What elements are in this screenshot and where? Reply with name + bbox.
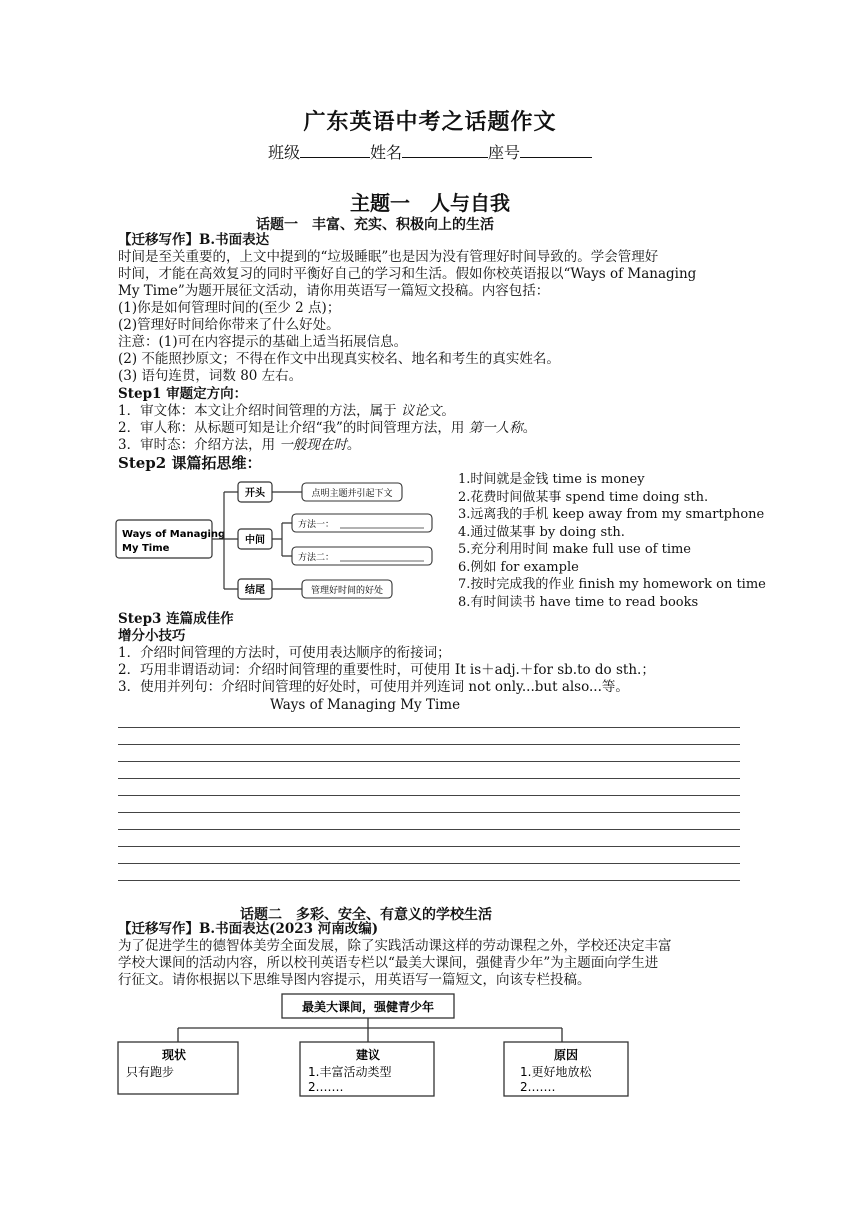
writing-line[interactable] — [118, 846, 740, 847]
name-blank[interactable] — [402, 141, 488, 158]
step1-line — [118, 420, 536, 437]
essay-title: Ways of Managing My Time — [270, 697, 461, 713]
writing-line[interactable] — [118, 880, 740, 881]
requirement-item: (2) 不能照抄原文；不得在作文中出现真实校名、地名和考生的真实姓名。 — [118, 351, 560, 367]
class-label: 班级 — [267, 143, 300, 162]
branch-connector — [272, 492, 302, 589]
method1-label: 方法一： — [298, 520, 335, 530]
reason-line: 1.更好地放松 — [520, 1065, 592, 1079]
step1-line2-prefix: 2．审人称：从标题可知是让介绍“我”的时间管理方法，用 — [118, 420, 469, 436]
class-blank[interactable] — [300, 141, 370, 158]
step1-line1-prefix: 1．审文体：本文让介绍时间管理的方法，属于 — [118, 403, 401, 419]
step1-line3-prefix: 3．审时态：介绍方法，用 — [118, 437, 280, 453]
hint-item: 2.花费时间做某事 spend time doing sth. — [458, 489, 709, 505]
step1-line1-suffix: 。 — [441, 403, 455, 419]
hint-item: 7.按时完成我的作业 finish my homework on time — [458, 577, 766, 592]
topic2-paragraph-line: 学校大课间的活动内容，所以校刊英语专栏以“最美大课间，强健青少年”为主题面向学生进 — [118, 955, 659, 971]
suggestion-line: 2.…… — [308, 1080, 344, 1094]
step1-line3-em: 一般现在时 — [279, 437, 347, 453]
branch-end-label: 结尾 — [245, 585, 265, 596]
writing-line[interactable] — [118, 744, 740, 745]
writing-line[interactable] — [118, 778, 740, 779]
branch-start-label: 开头 — [245, 488, 265, 499]
topic2-paragraph-line: 行征文。请你根据以下思维导图内容提示，用英语写一篇短文，向该专栏投稿。 — [118, 972, 591, 988]
hint-item: 1.时间就是金钱 time is money — [458, 472, 645, 487]
topic1-paragraph-line: 时间，才能在高效复习的同时平衡好自己的学习和生活。假如你校英语报以“Ways of Managing — [118, 266, 697, 282]
name-label: 姓名 — [369, 143, 402, 162]
topic1-paragraph-line: 时间是至关重要的，上文中提到的“垃圾睡眠”也是因为没有管理好时间导致的。学会管理好 — [118, 249, 659, 265]
step1-line1-em: 议论文 — [400, 403, 442, 419]
writing-line[interactable] — [118, 829, 740, 830]
hint-item: 3.远离我的手机 keep away from my smartphone — [458, 507, 765, 522]
mindmap-root-line2: My Time — [122, 543, 170, 554]
suggestion-line: 1.丰富活动类型 — [308, 1065, 392, 1079]
writing-line[interactable] — [118, 795, 740, 796]
step1-line2-suffix: 。 — [522, 420, 537, 436]
writing-line[interactable] — [118, 863, 740, 864]
requirement-item: (2)管理好时间给你带来了什么好处。 — [118, 317, 340, 333]
requirement-item: (1)你是如何管理时间的(至少 2 点)； — [118, 300, 341, 316]
step1-line2-em: 第一人称 — [468, 420, 523, 436]
tips-heading: 增分小技巧 — [118, 628, 186, 644]
tip-item: 3．使用并列句：介绍时间管理的好处时，可使用并列连词 not only...but also...等。 — [118, 679, 629, 695]
mindmap-connector — [212, 492, 238, 589]
requirement-item: (3) 语句连贯，词数 80 左右。 — [118, 368, 303, 384]
topic2-heading: 话题二 多彩、安全、有意义的学校生活 — [240, 907, 492, 923]
status-line: 只有跑步 — [126, 1065, 175, 1079]
topic1-heading: 话题一 丰富、充实、积极向上的生活 — [256, 217, 494, 233]
step1-heading: Step1 审题定方向： — [118, 386, 248, 402]
reason-line: 2.…… — [520, 1080, 556, 1094]
start-text: 点明主题并引起下文 — [311, 489, 393, 499]
requirement-item: 注意：(1)可在内容提示的基础上适当拓展信息。 — [118, 334, 408, 350]
tree-connector — [178, 1018, 562, 1042]
end-text: 管理好时间的好处 — [310, 586, 384, 596]
topic1-paragraph-line: My Time”为题开展征文活动，请你用英语写一篇短文投稿。内容包括： — [118, 283, 550, 299]
topic1-task-label: 【迁移写作】B.书面表达 — [118, 232, 270, 248]
topic2-task-label: 【迁移写作】B.书面表达(2023 河南改编) — [118, 921, 379, 937]
branch-middle-label: 中间 — [245, 535, 265, 546]
student-info-line — [0, 140, 860, 163]
topic2-paragraph-line: 为了促进学生的德智体美劳全面发展，除了实践活动课这样的劳动课程之外，学校还决定丰富 — [118, 938, 672, 954]
tip-item: 1．介绍时间管理的方法时，可使用表达顺序的衔接词； — [118, 645, 451, 661]
step2-heading: Step2 课篇拓思维： — [118, 454, 262, 472]
outline-tree-diagram — [112, 990, 636, 1102]
seat-label: 座号 — [488, 143, 521, 162]
hint-item: 8.有时间读书 have time to read books — [458, 594, 699, 610]
hint-item: 6.例如 for example — [458, 559, 579, 575]
mindmap-diagram — [112, 476, 442, 606]
seat-blank[interactable] — [520, 141, 592, 158]
theme-heading: 主题一 人与自我 — [350, 191, 510, 215]
tree-root-label: 最美大课间，强健青少年 — [301, 1000, 435, 1014]
hint-item: 4.通过做某事 by doing sth. — [458, 524, 625, 540]
step3-heading: Step3 连篇成佳作 — [118, 611, 234, 627]
tip-item: 2．巧用非谓语动词：介绍时间管理的重要性时，可使用 It is＋adj.＋for sb.to do sth.； — [118, 662, 655, 678]
writing-line[interactable] — [118, 812, 740, 813]
writing-line[interactable] — [118, 761, 740, 762]
hint-item: 5.充分利用时间 make full use of time — [458, 542, 691, 557]
status-title: 现状 — [161, 1048, 187, 1062]
method2-label: 方法二： — [298, 553, 335, 563]
suggestion-title: 建议 — [355, 1048, 381, 1062]
writing-line[interactable] — [118, 727, 740, 728]
reason-title: 原因 — [553, 1048, 579, 1062]
page-title: 广东英语中考之话题作文 — [303, 109, 557, 135]
step1-line3-suffix: 。 — [346, 437, 361, 453]
step1-line — [118, 403, 455, 420]
step1-line — [118, 437, 360, 454]
mindmap-root-line1: Ways of Managing — [122, 529, 226, 540]
